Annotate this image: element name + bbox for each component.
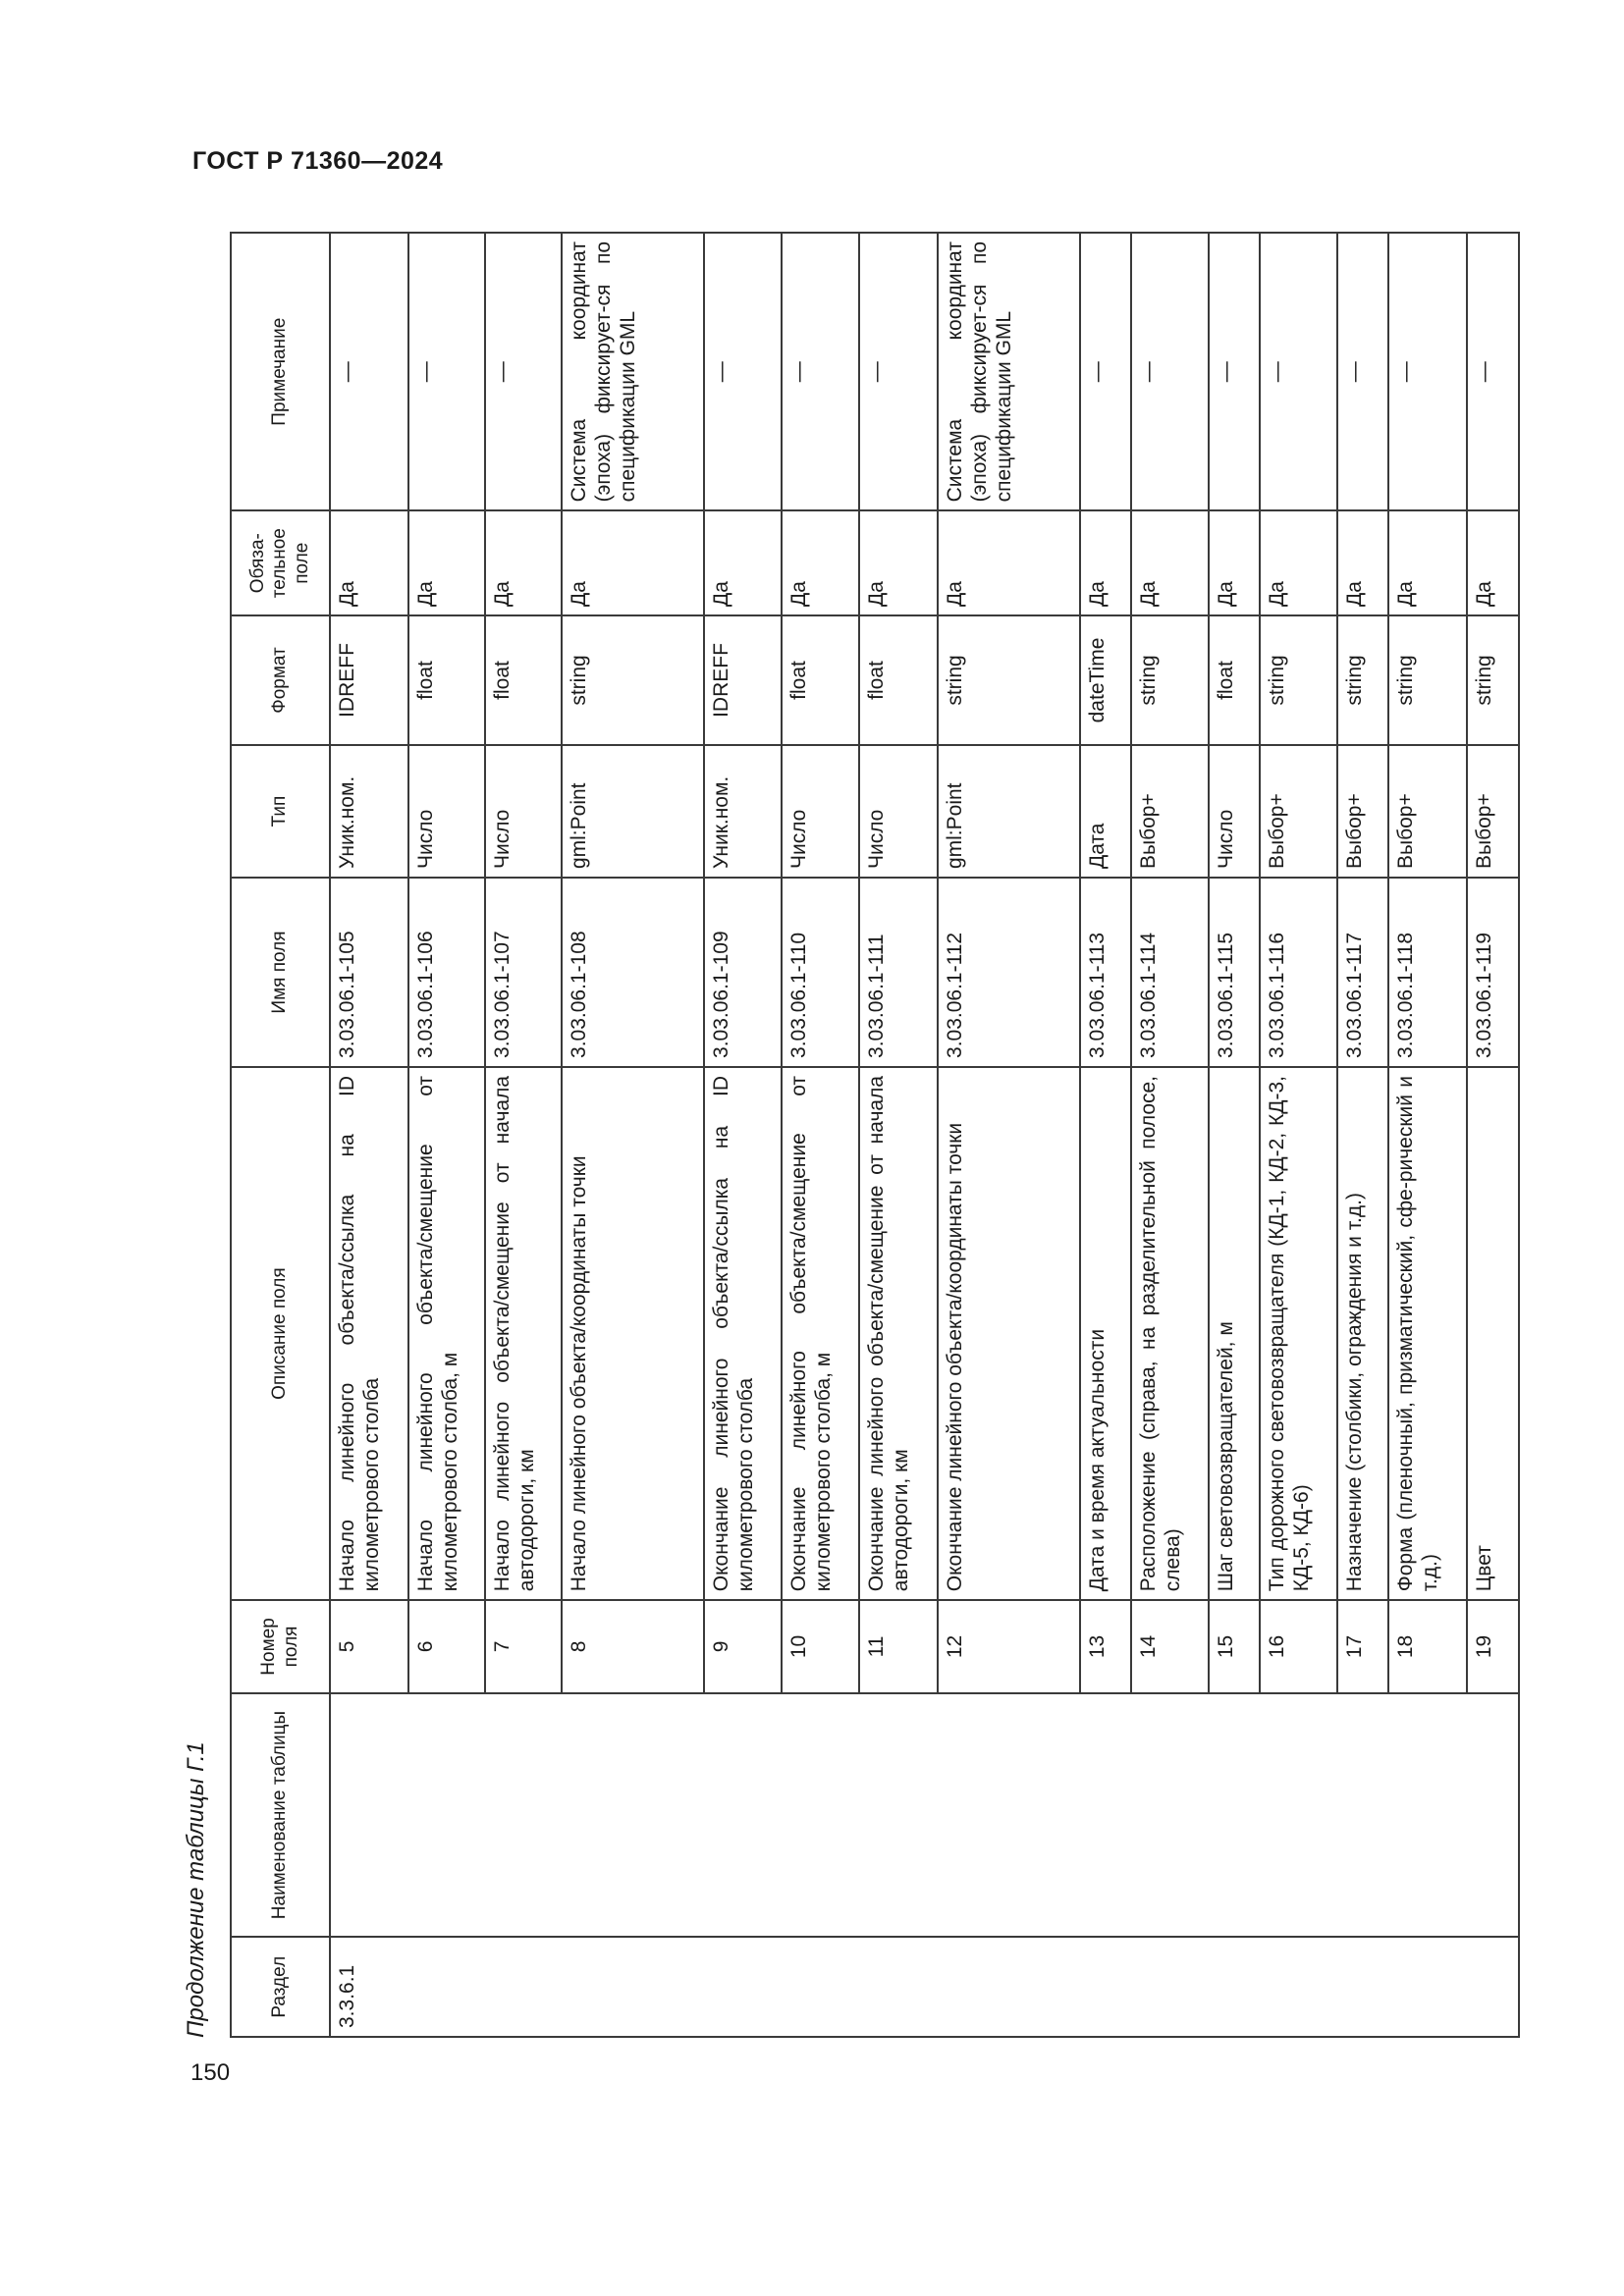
field-no-cell: 18 [1388,1600,1467,1692]
note-cell: — [408,233,485,510]
format-cell: string [1467,615,1519,745]
type-cell: gml:Point [562,745,704,878]
col-header-field-no: Номер поля [231,1600,330,1692]
document-header: ГОСТ Р 71360—2024 [192,147,444,175]
rotated-table-frame [167,231,1495,2038]
description-cell: Окончание линейного объекта/смещение от километрового столба, м [782,1067,859,1600]
field-no-cell: 15 [1209,1600,1260,1692]
description-cell: Шаг световозвращателей, м [1209,1067,1260,1600]
format-cell: dateTime [1080,615,1131,745]
description-cell: Окончание линейного объекта/координаты точки [938,1067,1080,1600]
type-cell: Выбор+ [1467,745,1519,878]
note-cell: — [1467,233,1519,510]
mandatory-cell: Да [1260,510,1337,615]
mandatory-cell: Да [938,510,1080,615]
field-name-cell: 3.03.06.1-106 [408,878,485,1067]
format-cell: float [408,615,485,745]
type-cell: Уник.ном. [330,745,408,878]
field-no-cell: 16 [1260,1600,1337,1692]
field-no-cell: 9 [704,1600,782,1692]
note-cell: — [1131,233,1209,510]
type-cell: Число [782,745,859,878]
format-cell: string [1260,615,1337,745]
mandatory-cell: Да [1080,510,1131,615]
type-cell: Число [485,745,562,878]
field-name-cell: 3.03.06.1-119 [1467,878,1519,1067]
format-cell: float [782,615,859,745]
field-name-cell: 3.03.06.1-110 [782,878,859,1067]
description-cell: Начало линейного объекта/ссылка на ID километрового столба [330,1067,408,1600]
table-header-row [231,233,330,2037]
note-cell: — [1260,233,1337,510]
mandatory-cell: Да [859,510,938,615]
mandatory-cell: Да [1337,510,1388,615]
description-cell: Начало линейного объекта/смещение от километрового столба, м [408,1067,485,1600]
field-name-cell: 3.03.06.1-112 [938,878,1080,1067]
format-cell: string [1131,615,1209,745]
mandatory-cell: Да [1209,510,1260,615]
field-name-cell: 3.03.06.1-113 [1080,878,1131,1067]
type-cell: Дата [1080,745,1131,878]
col-header-table-name: Наименование таблицы [231,1693,330,1938]
field-no-cell: 7 [485,1600,562,1692]
field-name-cell: 3.03.06.1-114 [1131,878,1209,1067]
table-name-cell [330,1693,1519,1938]
format-cell: string [938,615,1080,745]
field-name-cell: 3.03.06.1-116 [1260,878,1337,1067]
field-no-cell: 17 [1337,1600,1388,1692]
description-cell: Цвет [1467,1067,1519,1600]
note-cell: — [782,233,859,510]
field-no-cell: 8 [562,1600,704,1692]
section-cell: 3.3.6.1 [330,1937,1519,2037]
description-cell: Форма (пленочный, призматический, сфе-рический и т.д.) [1388,1067,1467,1600]
note-cell: — [1337,233,1388,510]
note-cell: Система координат (эпоха) фиксирует-ся по спецификации GML [562,233,704,510]
type-cell: Выбор+ [1131,745,1209,878]
note-cell: — [1209,233,1260,510]
field-no-cell: 14 [1131,1600,1209,1692]
format-cell: float [1209,615,1260,745]
field-no-cell: 6 [408,1600,485,1692]
field-no-cell: 13 [1080,1600,1131,1692]
description-cell: Назначение (столбики, ограждения и т.д.) [1337,1067,1388,1600]
mandatory-cell: Да [1467,510,1519,615]
type-cell: Число [408,745,485,878]
format-cell: string [1337,615,1388,745]
type-cell: Число [859,745,938,878]
table-row [330,233,408,2037]
mandatory-cell: Да [704,510,782,615]
col-header-format: Формат [231,615,330,745]
note-cell: — [1388,233,1467,510]
field-no-cell: 19 [1467,1600,1519,1692]
description-cell: Начало линейного объекта/координаты точки [562,1067,704,1600]
format-cell: IDREFF [704,615,782,745]
col-header-mandatory: Обяза-тельное поле [231,510,330,615]
field-name-cell: 3.03.06.1-108 [562,878,704,1067]
field-no-cell: 10 [782,1600,859,1692]
col-header-type: Тип [231,745,330,878]
page-number: 150 [190,2059,231,2086]
mandatory-cell: Да [408,510,485,615]
mandatory-cell: Да [1131,510,1209,615]
type-cell: Выбор+ [1337,745,1388,878]
format-cell: float [485,615,562,745]
mandatory-cell: Да [1388,510,1467,615]
note-cell: — [1080,233,1131,510]
mandatory-cell: Да [782,510,859,615]
table-caption: Продолжение таблицы Г.1 [183,1741,209,2038]
description-cell: Расположение (справа, на разделительной полосе, слева) [1131,1067,1209,1600]
format-cell: IDREFF [330,615,408,745]
col-header-description: Описание поля [231,1067,330,1600]
field-name-cell: 3.03.06.1-105 [330,878,408,1067]
type-cell: Уник.ном. [704,745,782,878]
col-header-field-name: Имя поля [231,878,330,1067]
format-cell: string [1388,615,1467,745]
field-no-cell: 11 [859,1600,938,1692]
type-cell: Выбор+ [1388,745,1467,878]
mandatory-cell: Да [485,510,562,615]
col-header-section: Раздел [231,1937,330,2037]
note-cell: — [485,233,562,510]
fields-table [230,232,1520,2038]
field-name-cell: 3.03.06.1-109 [704,878,782,1067]
field-name-cell: 3.03.06.1-111 [859,878,938,1067]
field-name-cell: 3.03.06.1-118 [1388,878,1467,1067]
field-name-cell: 3.03.06.1-107 [485,878,562,1067]
note-cell: — [330,233,408,510]
note-cell: — [859,233,938,510]
format-cell: float [859,615,938,745]
type-cell: Число [1209,745,1260,878]
note-cell: — [704,233,782,510]
description-cell: Окончание линейного объекта/смещение от начала автодороги, км [859,1067,938,1600]
description-cell: Тип дорожного световозвращателя (КД-1, КД-2, КД-3, КД-5, КД-6) [1260,1067,1337,1600]
type-cell: Выбор+ [1260,745,1337,878]
field-no-cell: 12 [938,1600,1080,1692]
type-cell: gml:Point [938,745,1080,878]
mandatory-cell: Да [562,510,704,615]
format-cell: string [562,615,704,745]
field-name-cell: 3.03.06.1-117 [1337,878,1388,1067]
field-name-cell: 3.03.06.1-115 [1209,878,1260,1067]
field-no-cell: 5 [330,1600,408,1692]
description-cell: Начало линейного объекта/смещение от начала автодороги, км [485,1067,562,1600]
mandatory-cell: Да [330,510,408,615]
col-header-note: Примечание [231,233,330,510]
description-cell: Дата и время актуальности [1080,1067,1131,1600]
note-cell: Система координат (эпоха) фиксирует-ся по спецификации GML [938,233,1080,510]
description-cell: Окончание линейного объекта/ссылка на ID километрового столба [704,1067,782,1600]
